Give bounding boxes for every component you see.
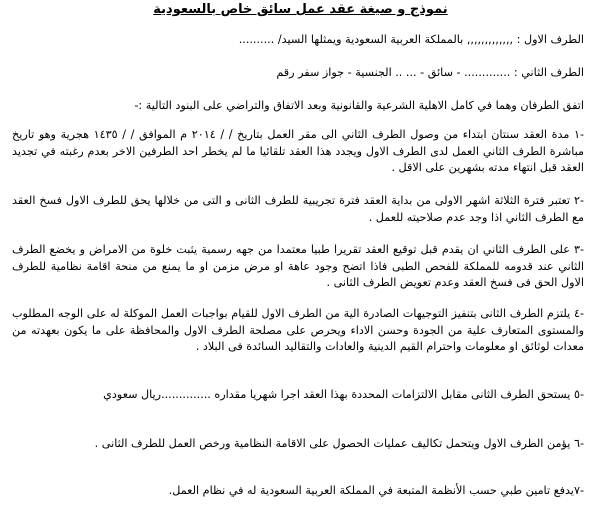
agreement-intro: اتفق الطرفان وهما في كامل الاهلية الشرعية والقانونية وبعد الاتفاق والتراضي على البنود التالية :-: [134, 99, 584, 112]
party-two-line: الطرف الثاني : ............. - سائق - ... .. الجنسية - جواز سفر رقم: [276, 66, 584, 79]
clause-1: -١ مدة العقد سنتان ابتداء من وصول الطرف الثاني الى مقر العمل بتاريخ / / ٢٠١٤ م الموافق / / ١٤٣٥ هجرية وهو تاريخ مباشرة الطرف الثاني العمل لدى الطرف الاول ويجدد هذا العقد تلقائيا ما لم يخطر احد الطرفين الاخر بعدم رغبته في تجديد العقد قبل انتهاء مدته بشهرين على الاقل .: [12, 128, 585, 174]
party-one-line: الطرف الاول : ,,,,,,,,,,,,, بالمملكة العربية السعودية ويمثلها السيد/ ..........: [238, 33, 584, 46]
clause-4: -٤ يلتزم الطرف الثانى بتنفيز التوجيهات الصادرة الية من الطرف الاول للقيام بواجبات العمل الموكلة له على الوجه المطلوب والمستوى المتعارف علية من الجودة وحسن الاداء ويحرص على مصلحة الطرف الاول والمحافظة على ما يكون بعهدته من معدات لوثائق او معلومات واحترام القيم الدينية والعادات والتقاليد السائدة فى البلاد .: [12, 307, 584, 353]
clause-2: -٢ تعتبر فترة الثلاثة اشهر الاولى من بداية العقد فترة تجريبية للطرف الثانى و التى من خلالها يحق للطرف الاول فسخ العقد مع الطرف الثاني اذا وجد عدم صلاحيته للعمل .: [12, 194, 584, 224]
clause-5: -٥ يستحق الطرف الثانى مقابل الالتزامات المحددة بهذا العقد اجرا شهريا مقداره ..............ريال سعودي: [103, 388, 584, 401]
clause-6: -٦ يؤمن الطرف الاول ويتحمل تكاليف عمليات الحصول على الاقامة النظامية ورخص العمل للطرف الثانى .: [94, 437, 584, 450]
document-title: نموذج و صيغة عقد عمل سائق خاص بالسعودية: [153, 2, 448, 17]
clause-7: -٧يدفع تامين طبي حسب الأنظمة المتبعة في المملكة العربية السعودية له في نظام العمل.: [168, 484, 584, 497]
clause-3: -٣ على الطرف الثاني ان يقدم قبل توقيع العقد تقريرا طبيا معتمدا من جهه رسمية يثبت خلوة من الامراض و يخضع الطرف الثاني عند قدومه للمملكة للفحص الطبى فاذا اتضح وجود عاهة او مرض مزمن او ما يمنع من منحة اقامة نظامية للطرف الاول الحق فى فسخ العقد وعدم تعويض الطرف الثانى .: [12, 243, 584, 289]
